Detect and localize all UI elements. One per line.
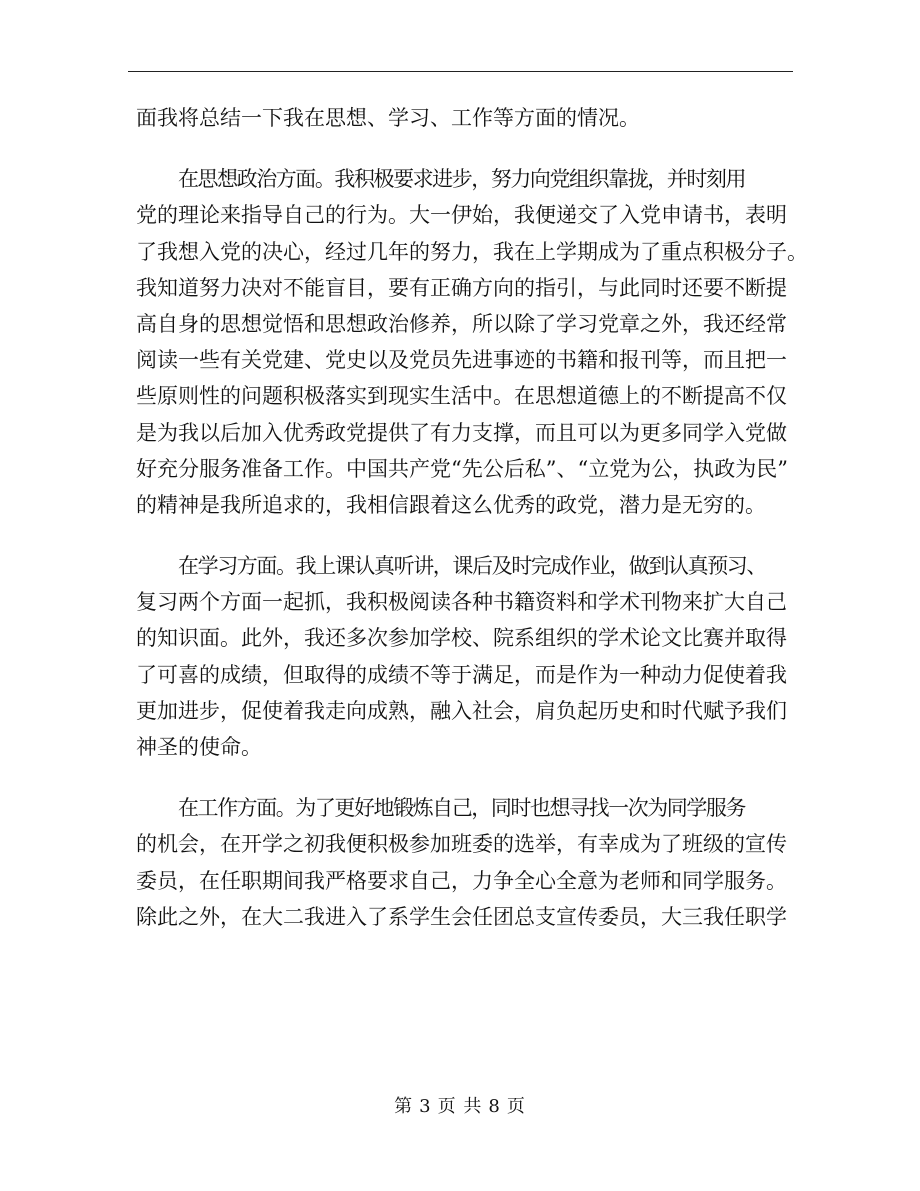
paragraph-line: 除此之外，在大二我进入了系学生会任团总支宣传委员，大三我任职学: [136, 904, 787, 929]
paragraph-line: 了可喜的成绩，但取得的成绩不等于满足，而是作为一种动力促使着我: [136, 662, 787, 687]
paragraph: [136, 790, 796, 935]
paragraph-line: 在工作方面。为了更好地锻炼自己，同时也想寻找一次为同学服务: [178, 796, 746, 821]
paragraph-line: 高自身的思想觉悟和思想政治修养，所以除了学习党章之外，我还经常: [136, 311, 787, 336]
paragraph-line: 我知道努力决对不能盲目，要有正确方向的指引，与此同时还要不断提: [136, 275, 787, 300]
footer-suffix: 页: [506, 1096, 526, 1117]
paragraph-line: 些原则性的问题积极落实到现实生活中。在思想道德上的不断提高不仅: [136, 384, 787, 409]
total-pages-number: 8: [488, 1096, 501, 1117]
page-footer: [0, 1092, 920, 1118]
paragraph-line: 神圣的使命。: [136, 735, 262, 759]
footer-mid: 页 共: [437, 1096, 483, 1117]
paragraph-line: 是为我以后加入优秀政党提供了有力支撑，而且可以为更多同学入党做: [136, 420, 787, 445]
current-page-number: 3: [419, 1096, 432, 1117]
footer-prefix: 第: [394, 1096, 414, 1117]
document-body: [136, 100, 808, 935]
paragraph-line: 的机会，在开学之初我便积极参加班委的选举，有幸成为了班级的宣传: [136, 832, 787, 857]
paragraph-line: 更加进步，促使着我走向成熟，融入社会，肩负起历史和时代赋予我们: [136, 698, 787, 723]
paragraph-line: 复习两个方面一起抓，我积极阅读各种书籍资料和学术刊物来扩大自己: [136, 590, 787, 615]
header-rule: [128, 71, 793, 72]
paragraph: [136, 548, 796, 765]
paragraph-line: 委员，在任职期间我严格要求自己，力争全心全意为老师和同学服务。: [136, 868, 787, 893]
paragraph-line: 好充分服务准备工作。中国共产党“先公后私”、“立党为公，执政为民”: [136, 456, 788, 481]
paragraph-line: 了我想入党的决心，经过几年的努力，我在上学期成为了重点积极分子。: [136, 239, 808, 264]
paragraph-line: 阅读一些有关党建、党史以及党员先进事迹的书籍和报刊等，而且把一: [136, 348, 787, 373]
paragraph: [136, 161, 808, 523]
paragraph-line: 党的理论来指导自己的行为。大一伊始，我便递交了入党申请书，表明: [136, 203, 787, 228]
paragraph-line: 在学习方面。我上课认真听讲，课后及时完成作业，做到认真预习、: [178, 554, 766, 579]
paragraph-line: 在思想政治方面。我积极要求进步，努力向党组织靠拢，并时刻用: [178, 167, 746, 192]
paragraph-line: 的精神是我所追求的，我相信跟着这么优秀的政党，潜力是无穷的。: [136, 492, 766, 517]
paragraph-line: 面我将总结一下我在思想、学习、工作等方面的情况。: [136, 106, 640, 130]
paragraph-line: 的知识面。此外，我还多次参加学校、院系组织的学术论文比赛并取得: [136, 626, 787, 651]
paragraph: [136, 100, 796, 136]
